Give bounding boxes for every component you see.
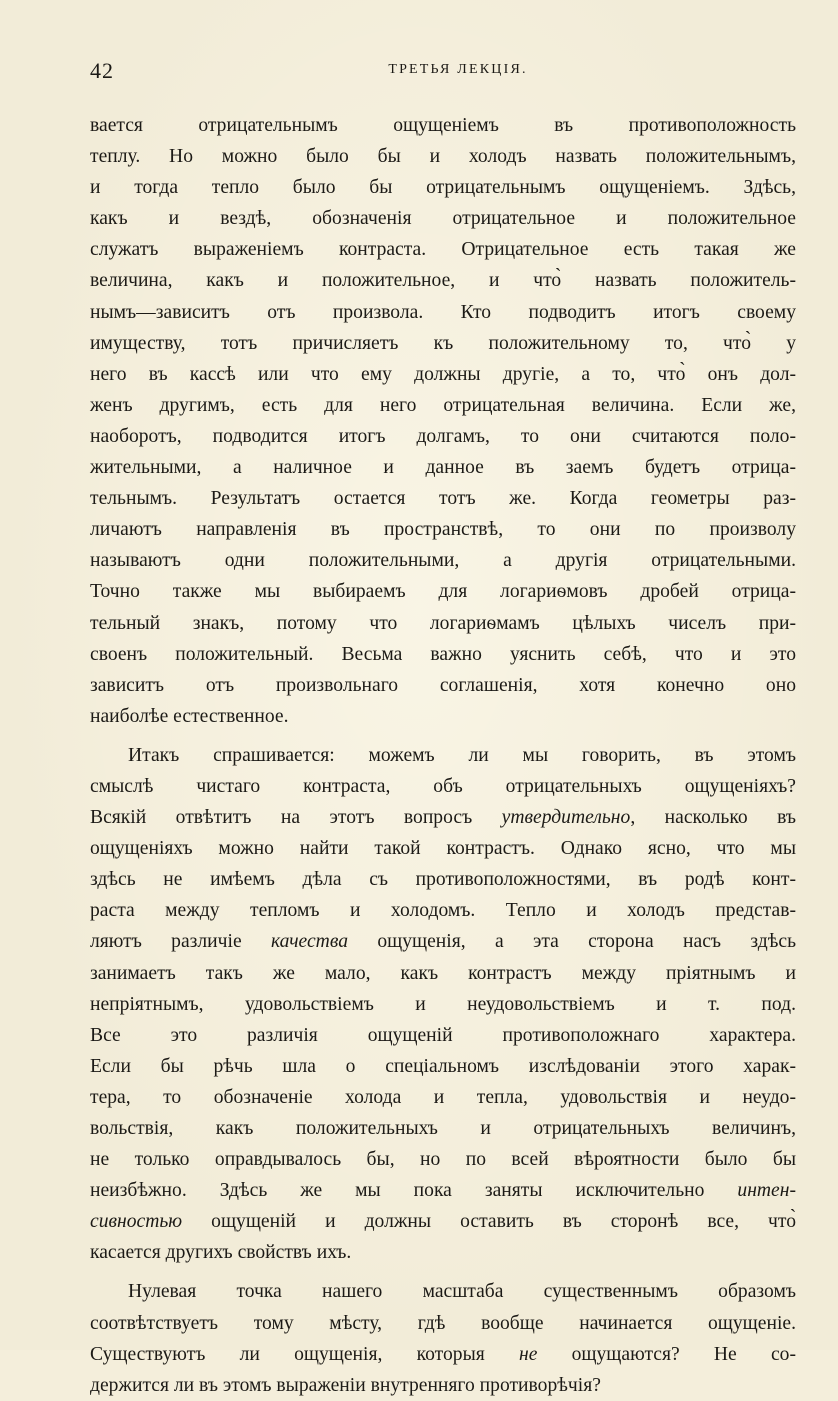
text-line: и тогда тепло было бы отрицательнымъ ощущеніемъ. Здѣсь, (90, 177, 796, 199)
text-line: зависитъ отъ произвольнаго соглашенія, хотя конечно оно (90, 674, 796, 696)
text-segment: Всякій отвѣтитъ на этотъ вопросъ (90, 807, 502, 829)
italic-emphasis: не (518, 1343, 538, 1365)
text-line (90, 1175, 796, 1206)
text-line: держится ли въ этомъ выраженіи внутренняго противорѣчія? (90, 1374, 601, 1396)
text-line: Нулевая точка нашего масштаба существеннымъ образомъ (128, 1281, 796, 1303)
body-text (90, 110, 796, 1401)
text-line: занимаетъ такъ же мало, какъ контрастъ между пріятнымъ и (90, 962, 796, 984)
running-title: ТРЕТЬЯ ЛЕКЦІЯ. (388, 62, 528, 77)
page-header (90, 58, 796, 88)
text-line: касается другихъ свойствъ ихъ. (90, 1242, 352, 1264)
text-line: Итакъ спрашивается: можемъ ли мы говорить, въ этомъ (128, 744, 796, 766)
text-line: жительными, а наличное и данное въ заемъ будетъ отрица- (90, 457, 796, 479)
italic-emphasis: качества (270, 931, 349, 953)
text-line (90, 1206, 796, 1237)
text-line: наоборотъ, подводится итогъ долгамъ, то они считаются поло- (90, 425, 796, 447)
italic-emphasis: утвердительно (501, 807, 631, 829)
paragraph (90, 740, 796, 1269)
text-line: служатъ выраженіемъ контраста. Отрицательное есть такая же (90, 239, 796, 261)
text-line: непріятнымъ, удовольствіемъ и неудовольствіемъ и т. под. (90, 993, 796, 1015)
text-segment: ощущенія, а эта сторона насъ здѣсь (348, 931, 797, 953)
paragraph (90, 110, 796, 732)
text-line: вается отрицательнымъ ощущеніемъ въ противоположность (90, 115, 796, 136)
text-line: наиболѣе естественное. (90, 705, 289, 727)
text-line (90, 802, 796, 833)
text-line: имуществу, тотъ причисляетъ къ положительному то, что̀ у (90, 332, 796, 354)
text-line: раста между тепломъ и холодомъ. Тепло и холодъ представ- (90, 900, 796, 922)
text-segment: неизбѣжно. Здѣсь же мы пока заняты исключительно (90, 1180, 738, 1202)
text-line: соотвѣтствуетъ тому мѣсту, гдѣ вообще начинается ощущеніе. (90, 1312, 796, 1334)
text-segment: ляютъ различіе (90, 931, 271, 953)
paragraph-gap (90, 1268, 796, 1276)
text-line (90, 926, 796, 957)
text-line: ощущеніяхъ можно найти такой контрастъ. Однако ясно, что мы (90, 838, 796, 860)
text-segment: ощущеній и должны оставить въ сторонѣ все, что̀ (182, 1211, 796, 1233)
text-line: вольствія, какъ положительныхъ и отрицательныхъ величинъ, (90, 1118, 796, 1139)
text-line: тельный знакъ, потому что логариѳмамъ цѣлыхъ чиселъ при- (90, 612, 796, 634)
text-line: него въ кассѣ или что ему должны другіе, а то, что̀ онъ дол- (90, 363, 796, 385)
text-line: смыслѣ чистаго контраста, объ отрицательныхъ ощущеніяхъ? (90, 775, 796, 797)
text-line (90, 1339, 796, 1370)
text-line: своенъ положительный. Весьма важно уяснить себѣ, что и это (90, 643, 796, 665)
text-line: называютъ одни положительными, а другія отрицательными. (90, 550, 796, 572)
text-line: личаютъ направленія въ пространствѣ, то они по произволу (90, 519, 796, 541)
text-line: Точно также мы выбираемъ для логариѳмовъ дробей отрица- (90, 581, 796, 603)
text-line: тера, то обозначеніе холода и тепла, удовольствія и неудо- (90, 1086, 796, 1108)
text-segment: ощущаются? Не со- (537, 1343, 796, 1365)
page-number: 42 (90, 58, 114, 83)
paragraph (90, 1276, 796, 1400)
text-line: Все это различія ощущеній противоположнаго характера. (90, 1024, 796, 1046)
text-line: Если бы рѣчь шла о спеціальномъ изслѣдованіи этого харак- (90, 1055, 796, 1077)
text-line: не только оправдывалось бы, но по всей вѣроятности было бы (90, 1149, 796, 1171)
italic-emphasis: интен- (737, 1180, 796, 1202)
text-segment: Существуютъ ли ощущенія, которыя (90, 1343, 519, 1365)
text-line: теплу. Но можно было бы и холодъ назвать положительнымъ, (90, 146, 796, 168)
text-line: какъ и вездѣ, обозначенія отрицательное и положительное (90, 208, 796, 230)
text-segment: , насколько въ (630, 807, 796, 829)
text-line: здѣсь не имѣемъ дѣла съ противоположностями, въ родѣ конт- (90, 869, 796, 891)
paragraph-gap (90, 732, 796, 740)
text-line: женъ другимъ, есть для него отрицательная величина. Если же, (90, 394, 796, 416)
italic-emphasis: сивностью (90, 1211, 183, 1233)
text-line: нымъ—зависитъ отъ произвола. Кто подводитъ итогъ своему (90, 301, 796, 323)
text-line: тельнымъ. Результатъ остается тотъ же. Когда геометры раз- (90, 488, 796, 510)
text-line: величина, какъ и положительное, и что̀ назвать положитель- (90, 270, 796, 292)
